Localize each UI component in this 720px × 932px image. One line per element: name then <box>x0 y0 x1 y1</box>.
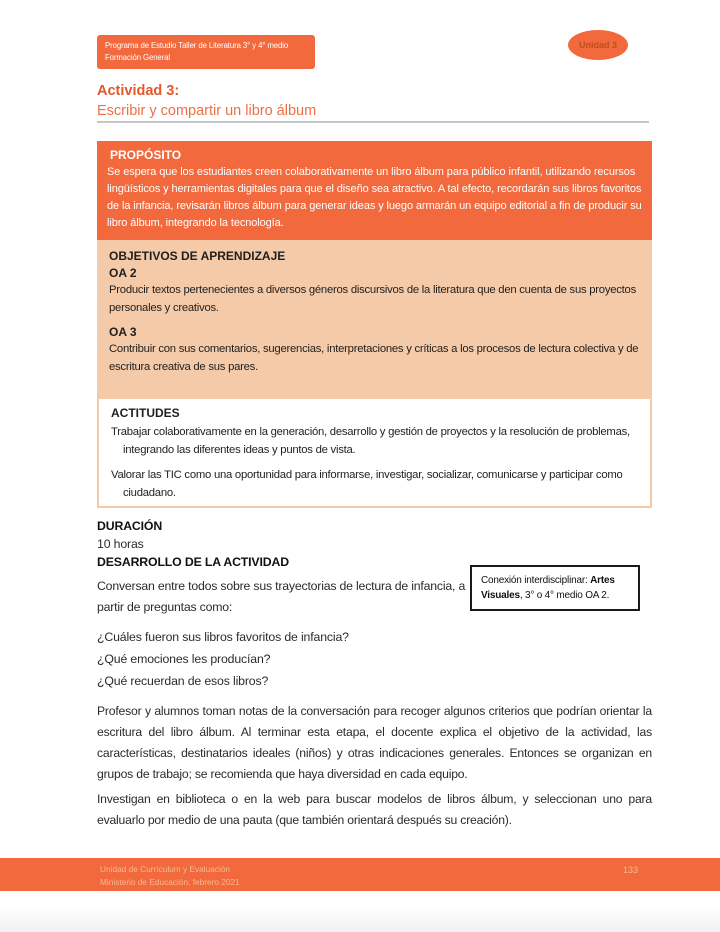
unit-badge <box>568 30 628 60</box>
duracion-heading: DURACIÓN <box>97 519 163 533</box>
program-subtitle-line: Formación General <box>105 52 171 62</box>
actitudes-heading: ACTITUDES <box>111 406 180 420</box>
conexion-subject: Artes Visuales <box>481 575 615 601</box>
body-paragraph-1: Profesor y alumnos toman notas de la conversación para recoger algunos criterios que podrían orientar la escritura del libro álbum. Al terminar esta etapa, el docente explica el objetivo de la actividad, las características, destinatarios ideales (niños) y otras indicaciones generales. Entonces se organizan en grupos de trabajo; se recomienda que haya diversidad en cada equipo. <box>97 704 652 781</box>
unit-badge-label: Unidad 3 <box>578 40 617 50</box>
program-header-box <box>97 35 315 69</box>
info-stack <box>97 141 652 508</box>
objetivos-section <box>97 240 652 397</box>
activity-title-block <box>97 83 652 121</box>
question-3: ¿Qué recuerdan de esos libros? <box>97 674 269 688</box>
body-paragraph-2: Investigan en biblioteca o en la web para buscar modelos de libros álbum, y seleccionan uno para evaluarlo por medio de una pauta (que también orientará después su creación). <box>97 792 652 827</box>
footer-line-1: Unidad de Currículum y Evaluación <box>100 864 231 874</box>
proposito-heading: PROPÓSITO <box>110 148 182 162</box>
question-list <box>97 626 349 692</box>
desarrollo-heading: DESARROLLO DE LA ACTIVIDAD <box>97 555 289 569</box>
conexion-interdisciplinar-box <box>470 565 640 611</box>
activity-title: Actividad 3: <box>97 83 180 99</box>
title-divider <box>97 121 649 123</box>
oa2-label: OA 2 <box>109 266 137 280</box>
actitud-item-1: Trabajar colaborativamente en la generación, desarrollo y gestión de proyectos y la resolución de problemas, integrando las diferentes ideas y puntos de vista. <box>111 426 630 456</box>
program-title-line: Programa de Estudio Taller de Literatura 3° y 4° medio <box>105 41 289 50</box>
desarrollo-intro: Conversan entre todos sobre sus trayectorias de lectura de infancia, a partir de preguntas como: <box>97 579 466 614</box>
duracion-block <box>97 517 289 571</box>
page-bottom-edge <box>0 906 720 932</box>
footer-line-2: Ministerio de Educación, febrero 2021 <box>100 876 240 887</box>
conexion-suffix: , 3° o 4° medio OA 2. <box>519 590 610 601</box>
duracion-value: 10 horas <box>97 537 144 551</box>
question-2: ¿Qué emociones les producían? <box>97 652 271 666</box>
actitudes-section <box>97 397 652 508</box>
footer-credits <box>100 863 240 889</box>
page-number: 133 <box>622 865 638 875</box>
conexion-prefix: Conexión interdisciplinar: <box>481 575 591 586</box>
question-1: ¿Cuáles fueron sus libros favoritos de infancia? <box>97 630 349 644</box>
objetivos-heading: OBJETIVOS DE APRENDIZAJE <box>109 249 286 263</box>
activity-subtitle: Escribir y compartir un libro álbum <box>97 103 317 120</box>
oa3-text: Contribuir con sus comentarios, sugerencias, interpretaciones y críticas a los procesos de lectura colectiva y de escritura creativa de sus pares. <box>109 343 639 373</box>
proposito-body: Se espera que los estudiantes creen colaborativamente un libro álbum para público infantil, utilizando recursos lingüísticos y herramientas digitales para que el diseño sea atractivo. A tal efecto, recordarán sus libros favoritos de la infancia, revisarán libros álbum para generar ideas y luego armarán un equipo editorial a fin de producir su libro álbum, integrando la tecnología. <box>107 166 642 229</box>
proposito-section <box>97 141 652 240</box>
oa2-text: Producir textos pertenecientes a diversos géneros discursivos de la literatura que den cuenta de sus proyectos personales y creativos. <box>109 284 636 314</box>
footer-bar <box>0 858 720 891</box>
oa3-label: OA 3 <box>109 325 137 339</box>
actitud-item-2: Valorar las TIC como una oportunidad para informarse, investigar, socializar, comunicarse y participar como ciudadano. <box>111 469 623 499</box>
